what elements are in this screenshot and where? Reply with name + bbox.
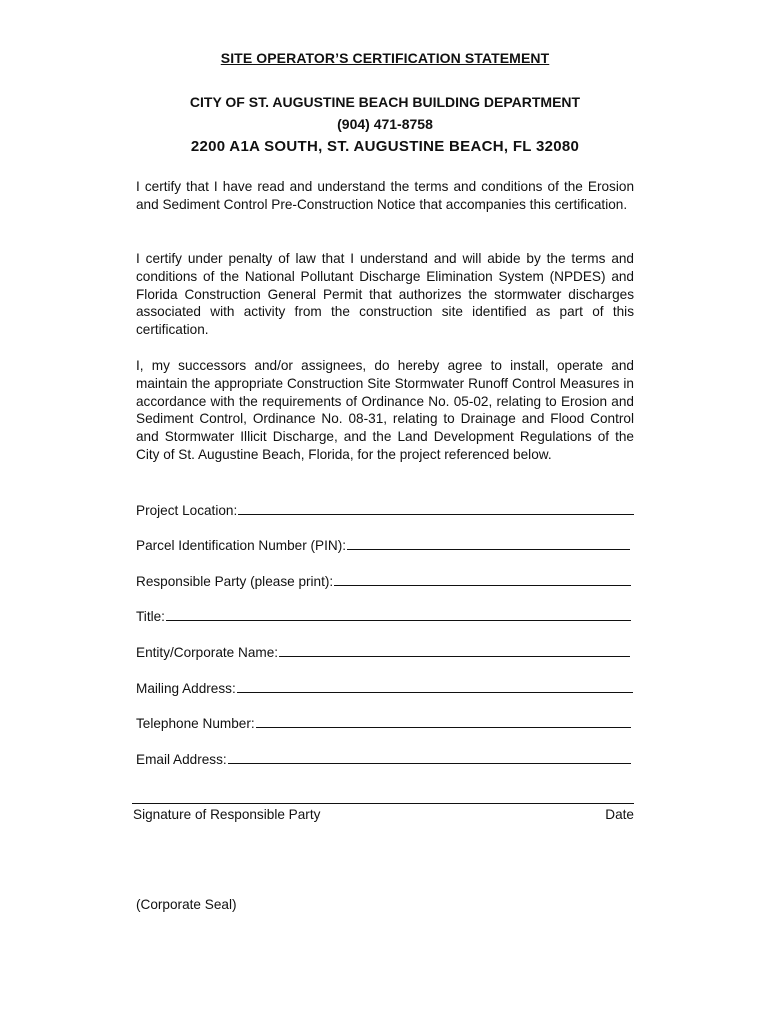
field-label: Telephone Number:	[136, 716, 255, 731]
certification-paragraph-1: I certify that I have read and understand the terms and conditions of the Erosion and Sediment Control Pre-Construction Notice that accompanies this certification.	[136, 179, 634, 212]
email-input[interactable]	[228, 762, 631, 764]
parcel-id-input[interactable]	[347, 548, 630, 550]
department-phone: (904) 471-8758	[337, 116, 433, 132]
field-label: Title:	[136, 609, 165, 624]
date-label: Date	[605, 807, 634, 822]
telephone-input[interactable]	[256, 726, 631, 728]
project-location-input[interactable]	[238, 513, 634, 515]
field-label: Mailing Address:	[136, 681, 236, 696]
telephone-field[interactable]	[136, 713, 634, 731]
responsible-party-field[interactable]	[136, 571, 634, 589]
field-label: Parcel Identification Number (PIN):	[136, 538, 347, 553]
mailing-address-field[interactable]	[136, 678, 634, 696]
certification-paragraph-3: I, my successors and/or assignees, do hereby agree to install, operate and maintain the appropriate Construction Site Stormwater Runoff Control Measures in accordance with the requirements of Ordinance No. 05-02, relating to Erosion and Sediment Control, Ordinance No. 08-31, relating to Drainage and Flood Control and Stormwater Illicit Discharge, and the Land Development Regulations of the City of St. Augustine Beach, Florida, for the project referenced below.	[136, 358, 634, 462]
responsible-party-input[interactable]	[334, 584, 631, 586]
department-name: CITY OF ST. AUGUSTINE BEACH BUILDING DEPARTMENT	[189, 94, 581, 110]
entity-name-input[interactable]	[279, 655, 630, 657]
field-label: Email Address:	[136, 752, 227, 767]
corporate-seal-label: (Corporate Seal)	[136, 897, 237, 912]
project-location-field[interactable]	[136, 500, 634, 518]
certification-paragraph-2: I certify under penalty of law that I understand and will abide by the terms and conditions of the National Pollutant Discharge Elimination System (NPDES) and Florida Construction General Permit that authorizes the stormwater discharges associated with activity from the construction site identified as part of this certification.	[136, 251, 634, 338]
department-address: 2200 A1A SOUTH, ST. AUGUSTINE BEACH, FL 32080	[190, 138, 580, 155]
field-label: Project Location:	[136, 503, 238, 518]
title-input[interactable]	[166, 619, 631, 621]
entity-name-field[interactable]	[136, 642, 634, 660]
field-label: Entity/Corporate Name:	[136, 645, 279, 660]
title-field[interactable]	[136, 606, 634, 624]
parcel-id-field[interactable]	[136, 535, 634, 553]
signature-label: Signature of Responsible Party	[133, 807, 321, 822]
mailing-address-input[interactable]	[237, 691, 633, 693]
document-title: SITE OPERATOR’S CERTIFICATION STATEMENT	[220, 50, 550, 66]
email-field[interactable]	[136, 749, 634, 767]
signature-line[interactable]	[132, 803, 634, 804]
field-label: Responsible Party (please print):	[136, 574, 334, 589]
